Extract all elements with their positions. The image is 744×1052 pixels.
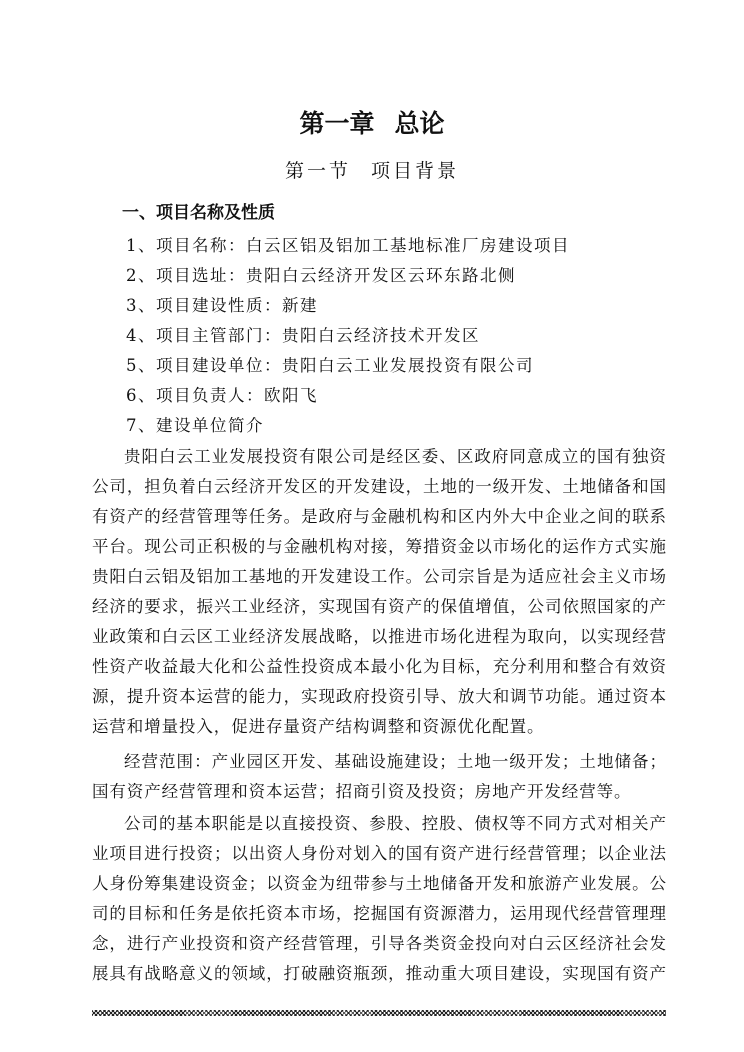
list-item: 3、项目建设性质：新建 bbox=[126, 296, 318, 315]
paragraph-line: 运营和增量投入，促进存量资产结构调整和资源优化配置。 bbox=[92, 717, 545, 736]
section-number: 第一节 bbox=[284, 160, 351, 182]
paragraph-line: 经济的要求，振兴工业经济，实现国有资产的保值增值，公司依照国家的产 bbox=[92, 597, 666, 616]
chapter-name: 总论 bbox=[394, 109, 445, 138]
subheading: 一、项目名称及性质 bbox=[122, 203, 275, 223]
paragraph-line: 展具有战略意义的领域，打破融资瓶颈，推动重大项目建设，实现国有资产 bbox=[92, 964, 666, 983]
list-item: 6、项目负责人：欧阳飞 bbox=[126, 386, 318, 405]
paragraph-line: 有资产的经营管理等任务。是政府与金融机构和区内外大中企业之间的联系 bbox=[92, 507, 666, 526]
paragraph-line: 司的目标和任务是依托资本市场，挖掘国有资源潜力，运用现代经营管理理 bbox=[92, 904, 666, 923]
list-item: 7、建设单位简介 bbox=[126, 416, 264, 435]
paragraph-line: 业政策和白云区工业经济发展战略，以推进市场化进程为取向，以实现经营 bbox=[92, 627, 666, 646]
wavy-divider bbox=[92, 1010, 666, 1016]
paragraph-line: 平台。现公司正积极的与金融机构对接，筹措资金以市场化的运作方式实施 bbox=[92, 537, 666, 556]
paragraph-line: 业项目进行投资；以出资人身份对划入的国有资产进行经营管理；以企业法 bbox=[92, 844, 666, 863]
chapter-number: 第一章 bbox=[299, 109, 375, 138]
paragraph-line: 公司的基本职能是以直接投资、参股、控股、债权等不同方式对相关产 bbox=[124, 814, 666, 833]
paragraph-line: 念，进行产业投资和资产经营管理，引导各类资金投向对白云区经济社会发 bbox=[92, 934, 666, 953]
paragraph-line: 人身份筹集建设资金；以资金为纽带参与土地储备开发和旅游产业发展。公 bbox=[92, 874, 666, 893]
paragraph-line: 贵阳白云工业发展投资有限公司是经区委、区政府同意成立的国有独资 bbox=[124, 447, 666, 466]
paragraph-line: 公司，担负着白云经济开发区的开发建设，土地的一级开发、土地储备和国 bbox=[92, 477, 666, 496]
list-item: 2、项目选址：贵阳白云经济开发区云环东路北侧 bbox=[126, 266, 516, 285]
paragraph-line: 性资产收益最大化和公益性投资成本最小化为目标，充分利用和整合有效资 bbox=[92, 657, 666, 676]
list-item: 5、项目建设单位：贵阳白云工业发展投资有限公司 bbox=[126, 356, 534, 375]
paragraph-line: 国有资产经营管理和资本运营；招商引资及投资；房地产开发经营等。 bbox=[92, 782, 632, 801]
list-item: 4、项目主管部门：贵阳白云经济技术开发区 bbox=[126, 326, 480, 345]
list-item: 1、项目名称：白云区铝及铝加工基地标准厂房建设项目 bbox=[126, 236, 570, 255]
paragraph-line: 源，提升资本运营的能力，实现政府投资引导、放大和调节功能。通过资本 bbox=[92, 687, 666, 706]
paragraph-line: 贵阳白云铝及铝加工基地的开发建设工作。公司宗旨是为适应社会主义市场 bbox=[92, 567, 666, 586]
paragraph-line: 经营范围：产业园区开发、基础设施建设；土地一级开发；土地储备； bbox=[124, 752, 666, 771]
chapter-title bbox=[0, 104, 744, 140]
section-title bbox=[0, 156, 744, 183]
section-name: 项目背景 bbox=[371, 160, 460, 182]
